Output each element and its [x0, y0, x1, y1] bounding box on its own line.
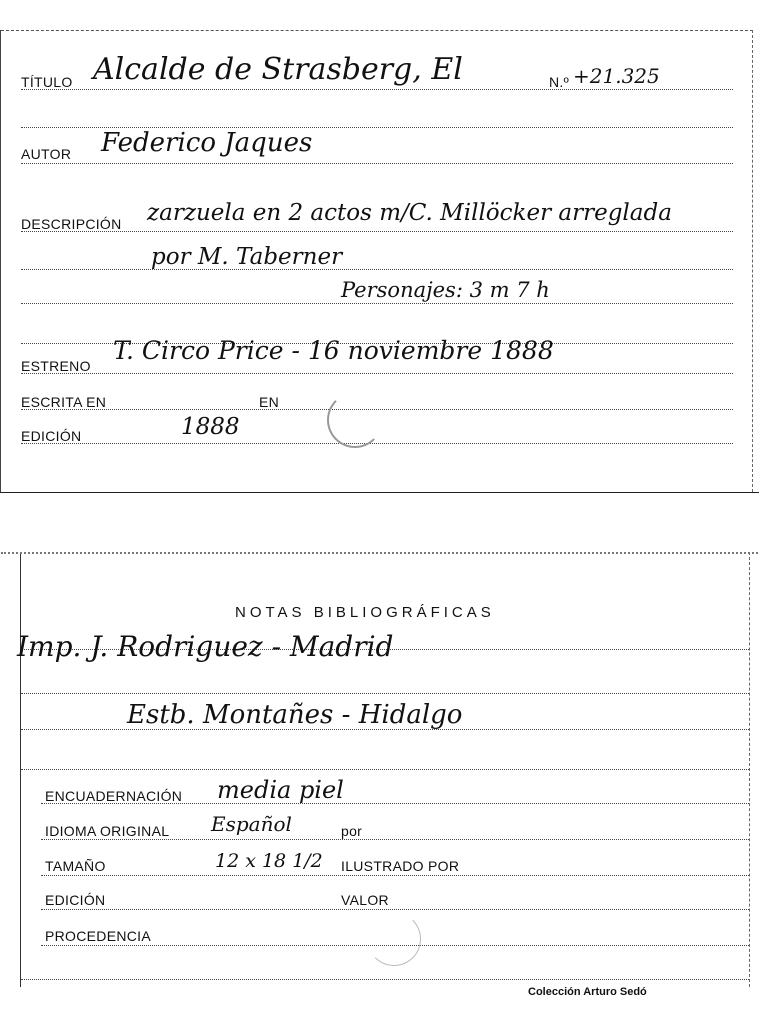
- numero-value: +21.325: [573, 64, 660, 88]
- descripcion-label: DESCRIPCIÓN: [21, 216, 122, 232]
- ilustrado-label: ILUSTRADO POR: [341, 858, 460, 874]
- en-label: EN: [259, 394, 280, 410]
- edicion-label-bottom: EDICIÓN: [45, 892, 106, 908]
- valor-label: VALOR: [341, 892, 389, 908]
- autor-value: Federico Jaques: [101, 128, 313, 158]
- catalog-card-bottom: [17, 552, 750, 987]
- notas-heading: NOTAS BIBLIOGRÁFICAS: [235, 604, 495, 621]
- tamano-value: 12 x 18 1/2: [215, 850, 323, 872]
- edicion-value: 1888: [181, 414, 240, 440]
- card-right-border: [752, 30, 753, 492]
- titulo-label: TÍTULO: [21, 74, 73, 90]
- rule-line: [21, 768, 749, 770]
- punch-hole-mark: [367, 912, 421, 966]
- encuadernacion-label: ENCUADERNACIÓN: [45, 788, 183, 804]
- escrita-en-label: ESCRITA EN: [21, 394, 107, 410]
- estreno-label: ESTRENO: [21, 358, 91, 374]
- procedencia-label: PROCEDENCIA: [45, 928, 151, 944]
- rule-line: [21, 978, 749, 980]
- descripcion-value-line2: por M. Taberner: [151, 244, 343, 270]
- rule-line: [21, 88, 733, 90]
- idioma-label: IDIOMA ORIGINAL: [45, 823, 170, 839]
- punch-hole-mark: [327, 392, 383, 448]
- rule-line: [21, 302, 733, 304]
- rule-line: [21, 372, 733, 374]
- por-label: por: [341, 823, 363, 839]
- notas-line-2: Estb. Montañes - Hidalgo: [127, 700, 463, 730]
- edicion-label: EDICIÓN: [21, 428, 82, 444]
- encuadernacion-value: media piel: [217, 776, 344, 804]
- tamano-label: TAMAÑO: [45, 858, 106, 874]
- rule-line: [21, 162, 733, 164]
- collection-credit: Colección Arturo Sedó: [528, 986, 647, 998]
- rule-line: [41, 908, 749, 910]
- rule-line: [21, 230, 733, 232]
- estreno-value: T. Circo Price - 16 noviembre 1888: [113, 336, 554, 365]
- catalog-card-top: [0, 30, 753, 492]
- rule-line: [21, 268, 733, 270]
- rule-line: [41, 874, 749, 876]
- card-bottom-top-border: [1, 552, 759, 554]
- card-top-border: [1, 30, 753, 31]
- rule-line: [21, 442, 733, 444]
- autor-label: AUTOR: [21, 146, 72, 162]
- personajes-value: Personajes: 3 m 7 h: [341, 278, 550, 302]
- idioma-value: Español: [211, 812, 292, 836]
- descripcion-value-line1: zarzuela en 2 actos m/C. Millöcker arreglada: [147, 200, 672, 226]
- numero-label: N.º: [549, 74, 570, 90]
- titulo-value: Alcalde de Strasberg, El: [93, 52, 463, 87]
- card-separator: [0, 492, 759, 493]
- notas-line-1: Imp. J. Rodriguez - Madrid: [17, 630, 394, 663]
- rule-line: [21, 692, 749, 694]
